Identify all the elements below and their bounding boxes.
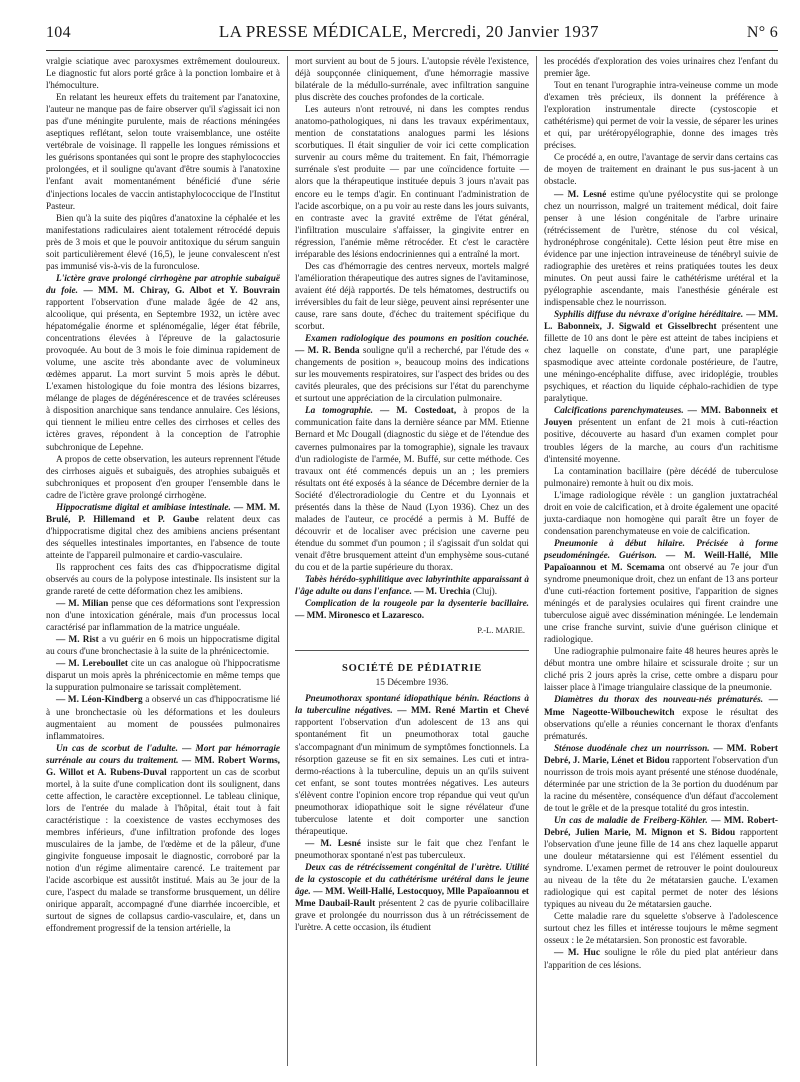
entry-text: souligne qu'il a recherché, par l'étude des « changements de position », beaucoup moins des indications sur les mouvements respiratoires, sur l'aspect des brides ou des cavités pleurales, que des précisions sur l'état du parenchyme et surtout une appréciation de la circulation pulmonaire. bbox=[295, 346, 529, 405]
entry-text: rapportent l'observation d'un adolescent de 13 ans qui spontanément fit un pneumothorax total gauche s'accompagnant d'un minimum de symptômes fonctionnels. La résorption gazeuse se fit en six semaines. Les cuti et intra-dermo-réactions à la tuberculine, depuis un an qu'ils suivent cet enfant, se sont toutes montrées négatives. Les auteurs s'élèvent contre l'opinion encore trop répandue qui veut qu'un pneumothorax idiopathique soit le signe révélateur d'une tuberculose latente et doit comporter une sanction thérapeutique. bbox=[295, 718, 529, 837]
paragraph: Tout en tenant l'urographie intra-veineuse comme un mode d'examen très précieux, ils donnent la préférence à l'exploration instrumentale directe (cystoscopie et cathétérisme) qui permet de voir la vessie, de séparer les urines et qui, par urétéropyélographie, donne des images très précises. bbox=[544, 81, 778, 152]
entry-heading: Pneumothorax spontané idiopathique bénin. Réactions à la tuberculine négatives. bbox=[295, 694, 529, 717]
entry-heading: La tomographie. bbox=[305, 406, 373, 417]
header-rule bbox=[46, 50, 778, 51]
entry-authors: — M. Lereboullet bbox=[56, 659, 128, 670]
entry-text: présentent 2 cas de pyurie colibacillaire grave et prolongée du nourrisson dus à un rétrécissement de l'urètre. A cette occasion, ils étudient bbox=[295, 899, 529, 934]
paragraph: les procédés d'exploration des voies urinaires chez l'enfant du premier âge. bbox=[544, 57, 778, 80]
paragraph: En relatant les heureux effets du traitement par l'anatoxine, l'auteur ne manque pas de faire observer qu'il s'agissait ici non pas d'une méningite purulente, mais de réactions méningées aseptiques reflétant, selon toute vraisemblance, une ostéite vertébrale de voisinage. Il rappelle les longues rémissions et les guérisons spontanées qui sont le propre des staphylococcies prolongées, et il souligne qu'avant d'être soumis à l'anatoxine l'enfant avait momentanément bénéficié d'une série d'injections locales de vaccin antistaphylococcique de l'Institut Pasteur. bbox=[46, 93, 280, 212]
entry-text: rapportent l'observation d'une jeune fille de 14 ans chez laquelle apparut une douleur métatarsienne qui est l'élément essentiel du syndrome. L'examen permet de retrouver le point douloureux au niveau de la tête du 2e métatarsien gauche. L'examen radiologique qui est capital permet de noter des lésions typiques au niveau du 2e métatarsien gauche. bbox=[544, 828, 778, 911]
abstract-entry bbox=[544, 743, 778, 815]
entry-text: relatent deux cas d'hippocratisme digital chez des amibiens anciens présentant des séquelles intestinales importantes, en l'absence de toute atteinte de l'appareil pulmonaire et cardio-vasculaire. bbox=[46, 514, 280, 561]
entry-text: pense que ces déformations sont l'expression non d'une intoxication générale, mais d'un processus local caractérisé par inflammation de la matrice unguéale. bbox=[46, 599, 280, 634]
column-1 bbox=[46, 56, 287, 1066]
abstract-entry bbox=[544, 947, 778, 971]
entry-authors: — MM. M. Brulé, P. Hillemand et P. Gaube bbox=[46, 502, 280, 525]
entry-authors: — M. Lesné bbox=[554, 189, 607, 200]
entry-text: présentent un enfant de 21 mois à cuti-réaction positive, découverte au hasard d'un examen complet pour troubles légers de la marche, au cours d'un rachitisme d'intensité moyenne. bbox=[544, 418, 778, 465]
entry-heading: Calcifications parenchymateuses. bbox=[554, 406, 684, 417]
entry-authors: — M. Rist bbox=[56, 635, 99, 646]
abstract-entry bbox=[295, 333, 529, 405]
entry-heading: Syphilis diffuse du névraxe d'origine héréditaire. bbox=[554, 309, 744, 320]
abstract-entry bbox=[46, 634, 280, 658]
abstract-entry bbox=[46, 273, 280, 454]
entry-authors: — MM. René Martin et Chevé bbox=[397, 706, 529, 717]
paragraph: Ce procédé a, en outre, l'avantage de servir dans certains cas de moyen de traitement en drainant le pus sus-jacent à un obstacle. bbox=[544, 153, 778, 188]
abstract-entry bbox=[295, 598, 529, 622]
abstract-entry bbox=[295, 574, 529, 598]
entry-text: présentent une fillette de 10 ans dont le père est atteint de tabes incipiens et chez laquelle on constate, d'une part, une paraplégie spasmodique avec atteinte cordonale postérieure, de l'autre, une méningo-encéphalite diffuse, avec iridoplégie, troubles psychiques, et réaction du liquide céphalo-rachidien de type paralytique. bbox=[544, 322, 778, 405]
author-signature: P.-L. MARIE. bbox=[477, 625, 525, 636]
entry-text: a observé un cas d'hippocratisme lié à une bronchectasie où les déformations et les douleurs augmentaient au moment de poussées pulmonaires inflammatoires. bbox=[46, 695, 281, 742]
abstract-entry bbox=[544, 309, 778, 405]
entry-text: souligne le rôle du pied plat antérieur dans l'apparition de ces lésions. bbox=[544, 948, 778, 971]
entry-authors: — M. Huc bbox=[554, 948, 600, 959]
abstract-entry bbox=[46, 694, 280, 742]
entry-text: a vu guérir en 6 mois un hippocratisme digital au cours d'une bronchectasie à la suite de la phrénicectomie. bbox=[46, 635, 280, 658]
entry-text: (Cluj). bbox=[470, 587, 498, 598]
entry-authors: — MM. Robert-Debré, Julien Marie, M. Mignon et S. Bidou bbox=[544, 815, 778, 838]
entry-authors: — M. Milian bbox=[56, 599, 109, 610]
journal-title: LA PRESSE MÉDICALE, Mercredi, 20 Janvier 1937 bbox=[218, 22, 599, 41]
paragraph: Bien qu'à la suite des piqûres d'anatoxine la céphalée et les manifestations radiculaires aient totalement rétrocédé depuis près de 3 mois et que le pouvoir antitoxique du sérum sanguin soit particulièrement élevé (16,5), le jeune convalescent n'est pas immunisé vis-à-vis de la furonculose. bbox=[46, 213, 280, 272]
entry-heading: Tabès hérédo-syphilitique avec labyrinthite apparaissant à l'âge adulte ou dans l'enfance. bbox=[295, 575, 529, 598]
paragraph: Ils rapprochent ces faits des cas d'hippocratisme digital observés au cours de la polypose intestinale. Ils insistent sur la grande rareté de cette déformation chez les amibiens. bbox=[46, 562, 280, 598]
entry-heading: Diamètres du thorax des nouveau-nés prématurés. bbox=[554, 695, 764, 706]
abstract-entry bbox=[295, 405, 529, 574]
abstract-entry bbox=[46, 658, 280, 694]
entry-authors: — MM. L. Babonneix, J. Sigwald et Gisselbrecht bbox=[544, 309, 778, 333]
entry-heading: Un cas de maladie de Freiberg-Köhler. bbox=[554, 815, 708, 826]
column-2 bbox=[287, 56, 536, 1066]
paragraph: mort survient au bout de 5 jours. L'autopsie révèle l'existence, déjà soupçonnée cliniquement, d'une hémorragie massive bilatérale de la médullo-surrénale, avec infiltration sanguine plus discrète des couches profondes de la corticale. bbox=[295, 57, 529, 104]
entry-heading: L'ictère grave prolongé cirrhogène par atrophie subaiguë du foie. bbox=[46, 273, 280, 296]
entry-text: rapportent l'observation d'un nourrisson de trois mois ayant présenté une sténose duodénale, déterminée par une striction de la 3e portion du duodénum par la racine du mésentère, conséquence d'un défaut d'accolement de tout le grêle et de la presque totalité du gros intestin. bbox=[544, 755, 778, 814]
page-number: 104 bbox=[46, 24, 71, 41]
entry-heading: Deux cas de rétrécissement congénital de l'urètre. Utilité de la cystoscopie et du cathétérisme urétéral dans le jeune âge. bbox=[295, 863, 529, 898]
paragraph: Une radiographie pulmonaire faite 48 heures heures après le début montra une ombre hilaire et scissurale droite ; sur un cliché pris 2 jours après la crise, cette ombre a disparu pour laisser place à l'image triangulaire classique de la pneumonie. bbox=[544, 647, 778, 694]
entry-text: à propos de la communication faite dans la dernière séance par MM. Etienne Bernard et Mc Dougall (diagnostic du siège et de l'étendue des cavernes pulmonaires par la tomographie), signale les travaux d'un radiologiste de l'armée, M. Buffé, sur cette méthode. Ces travaux ont été commencés depuis un an ; les premiers résultats ont été exposés à la séance de Décembre dernier de la Société d'électroradiologie du Centre et du Lyonnais et présentés dans la thèse de Naud (Lyon 1936). Chez un des malades de l'auteur, ce procédé a permis à M. Buffé de découvrir et de localiser avec précision une caverne peu étendue du sommet d'un poumon ; il s'agissait d'un soldat qui venait d'être brusquement atteint d'un emphysème sous-cutané du cou et de la partie supérieure du thorax. bbox=[295, 406, 530, 573]
society-heading: SOCIÉTÉ DE PÉDIATRIE bbox=[295, 650, 529, 675]
column-3 bbox=[536, 56, 778, 1066]
abstract-entry bbox=[544, 405, 778, 465]
abstract-entry bbox=[544, 189, 778, 309]
paragraph: Cette maladie rare du squelette s'observe à l'adolescence surtout chez les filles et intéresse toujours le même segment osseux : le 2e métatarsien. Son pronostic est favorable. bbox=[544, 912, 778, 947]
entry-text: estime qu'une pyélocystite qui se prolonge chez un nourrisson, malgré un traitement médical, doit faire penser à une lésion congénitale de l'arbre urinaire (rétrécissement de l'urètre, sténose du col vésical, hydronéphrose congénitale). Cette lésion peut être mise en évidence par une injection intraveineuse de ténébryl suivie de radiographie des uretères et reins pratiquées toutes les deux minutes. On peut aussi faire le cathétérisme urétéral et la pyélographie ascendante, mais l'anesthésie générale est indispensable chez le nourrisson. bbox=[544, 189, 778, 308]
entry-heading: Examen radiologique des poumons en position couchée. bbox=[305, 334, 529, 345]
entry-text: cite un cas analogue où l'hippocratisme disparut un mois après la phrénicectomie en même temps que la suppuration pulmonaire se tarissait complètement. bbox=[46, 659, 280, 694]
paragraph: Des cas d'hémorragie des centres nerveux, mortels malgré l'amélioration thérapeutique des autres signes de l'avitaminose, avaient été déjà rapportés. De tels hématomes, destructifs ou irréversibles du fait de leur siège, peuvent ainsi représenter une cause, rare sans doute, d'échec du traitement spécifique du scorbut. bbox=[295, 261, 529, 333]
entry-authors: — M. Lesné bbox=[305, 838, 361, 849]
entry-authors: — MM. M. Chiray, G. Albot et Y. Bouvrain bbox=[83, 285, 280, 296]
abstract-entry bbox=[295, 693, 529, 838]
paragraph: L'image radiologique révèle : un ganglion juxtatrachéal droit en voie de calcification, et à droite également une opacité juxta-cardiaque non homogène qui paraît être un foyer de condensation parenchymateuse en voie de calcification. bbox=[544, 490, 778, 537]
abstract-entry bbox=[544, 538, 778, 646]
entry-text: ont observé au 7e jour d'un syndrome pneumonique droit, chez un enfant de 13 ans porteur d'une cuti-réaction fortement positive, l'apparition de signes méningés et de paralysies oculaires qui firent craindre une tuberculose aiguë avec dissémination méningée. Le lendemain une crise franche survint, suivie d'une guérison clinique et radiologique. bbox=[544, 562, 778, 646]
abstract-entry bbox=[544, 694, 778, 742]
entry-heading: Sténose duodénale chez un nourrisson. bbox=[554, 743, 710, 754]
abstract-entry bbox=[46, 598, 280, 634]
abstract-entry bbox=[295, 862, 529, 934]
entry-authors: — MM. Babonneix et Jouyen bbox=[544, 406, 778, 429]
abstract-entry bbox=[544, 815, 778, 911]
paragraph: Les auteurs n'ont retrouvé, ni dans les comptes rendus anatomo-pathologiques, ni dans les travaux expérimentaux, mention de constatations analogues parmi les lésions scorbutiques. Il était singulier de voir ici cette complication survenir au cours même du traitement. En fait, l'hémorragie surrénale s'est produite — par une coïncidence fortuite — alors que la thérapeutique instituée depuis 3 jours n'avait pas encore eu le temps d'agir. En continuant l'administration de l'acide ascorbique, on a pu voir au reste dans les jours suivants, en contraste avec la gravité extrême de l'état général, l'infiltration musculaire s'affaisser, la gingivite entrer en régression, l'anémie même rétrocéder. Et c'est le caractère irréparable des lésions endocriniennes qui a entraîné la mort. bbox=[295, 105, 529, 260]
entry-authors: — MM. Robert Debré, J. Marie, Lénet et Bidou bbox=[544, 743, 778, 766]
entry-heading: Hippocratisme digital et amibiase intestinale. bbox=[56, 502, 231, 513]
entry-heading: Pneumonie à début hilaire. Précisée à forme pseudoméningée. Guérison. bbox=[544, 538, 778, 561]
entry-authors: — M. Urechia bbox=[414, 587, 471, 598]
entry-authors: — MM. Robert Worms, G. Willot et A. Rubens-Duval bbox=[46, 755, 280, 778]
entry-authors: — Mme Nageotte-Wilbouchewitch bbox=[544, 695, 778, 718]
text-columns bbox=[46, 56, 778, 1066]
entry-authors: — MM. Weill-Hallé, Lestocquoy, Mlle Papaïoannou et Mme Daubail-Rault bbox=[295, 887, 530, 910]
entry-authors: — M. Léon-Kindberg bbox=[56, 695, 143, 706]
entry-text: rapportent un cas de scorbut mortel, à la suite d'une complication dont ils soulignent, dans cette affection, le caractère exceptionnel. Le tableau clinique, lors de l'entrée du malade à l'hôpital, était tout à fait caractéristique : la coexistence de vastes ecchymoses des membres inférieurs, d'une infiltration profonde des loges musculaires de la jambe, de l'œdème et de la pâleur, d'une gingivite fongueuse imposait le diagnostic, corroboré par la notion d'un régime alimentaire carencé. Le traitement par l'acide ascorbique est aussitôt institué. Mais au 3e jour de la cure, l'aspect du malade se transforme brusquement, un délire onirique apparaît, accompagné d'une diarrhée incoercible, et surtout de signes de collapsus cardio-vasculaire, et, dans un effondrement progressif de la tension artérielle, la bbox=[46, 767, 280, 935]
entry-authors: — M. R. Benda bbox=[295, 346, 360, 357]
entry-text: expose le résultat des observations qu'elle a réunies concernant le thorax d'enfants prématurés. bbox=[544, 707, 778, 742]
entry-authors: — MM. Mironesco et Lazaresco. bbox=[295, 611, 425, 622]
paragraph: La contamination bacillaire (père décédé de tuberculose pulmonaire) remonte à huit ou dix mois. bbox=[544, 466, 778, 489]
entry-heading: Un cas de scorbut de l'adulte. — Mort par hémorragie surrénale au cours du traitement. bbox=[46, 743, 280, 766]
paragraph: A propos de cette observation, les auteurs reprennent l'étude des cirrhoses aiguës et subaiguës, des atrophies subaiguës et subchroniques et proposent d'en grouper l'ensemble dans le cadre de l'ictère grave prolongé cirrhogène. bbox=[46, 454, 280, 501]
paragraph: vralgie sciatique avec paroxysmes extrêmement douloureux. Le diagnostic fut alors porté grâce à la ponction lombaire et à l'hémoculture. bbox=[46, 57, 280, 92]
abstract-entry bbox=[295, 838, 529, 862]
entry-text: insiste sur le fait que chez l'enfant le pneumothorax spontané n'est pas tuberculeux. bbox=[295, 838, 529, 861]
abstract-entry bbox=[46, 743, 280, 936]
session-date: 15 Décembre 1936. bbox=[375, 678, 449, 689]
entry-authors: — M. Weill-Hallé, Mlle Papaïoannou et M. Scemama bbox=[544, 550, 778, 573]
abstract-entry bbox=[46, 502, 280, 562]
entry-heading: Complication de la rougeole par la dysenterie bacillaire. bbox=[305, 599, 529, 610]
issue-number: N° 6 bbox=[746, 24, 778, 41]
page-header bbox=[46, 22, 778, 46]
entry-authors: — M. Costedoat, bbox=[379, 406, 457, 417]
entry-text: rapportent l'observation d'une malade âgée de 42 ans, alcoolique, qui présenta, en Septembre 1932, un ictère avec hépatomégalie énorme et splénomégalie, léger état fébrile, concentrations élevées à l'épreuve de la galactosurie provoquée. Au bout de 3 mois le foie diminua rapidement de volume, une ascite très abondante avec de volumineux œdèmes apparut. La mort survint 5 mois après le début. L'examen histologique du foie montra des lésions bizarres, mélange de plages de dégénérescence et de travées scléreuses à disposition anarchique sans tendance annulaire. Ces lésions, qui tiennent le milieu entre celles des cirrhoses et celles des ictères graves, répondent à la conception de l'atrophie subchronique de Lepehne. bbox=[46, 297, 280, 453]
